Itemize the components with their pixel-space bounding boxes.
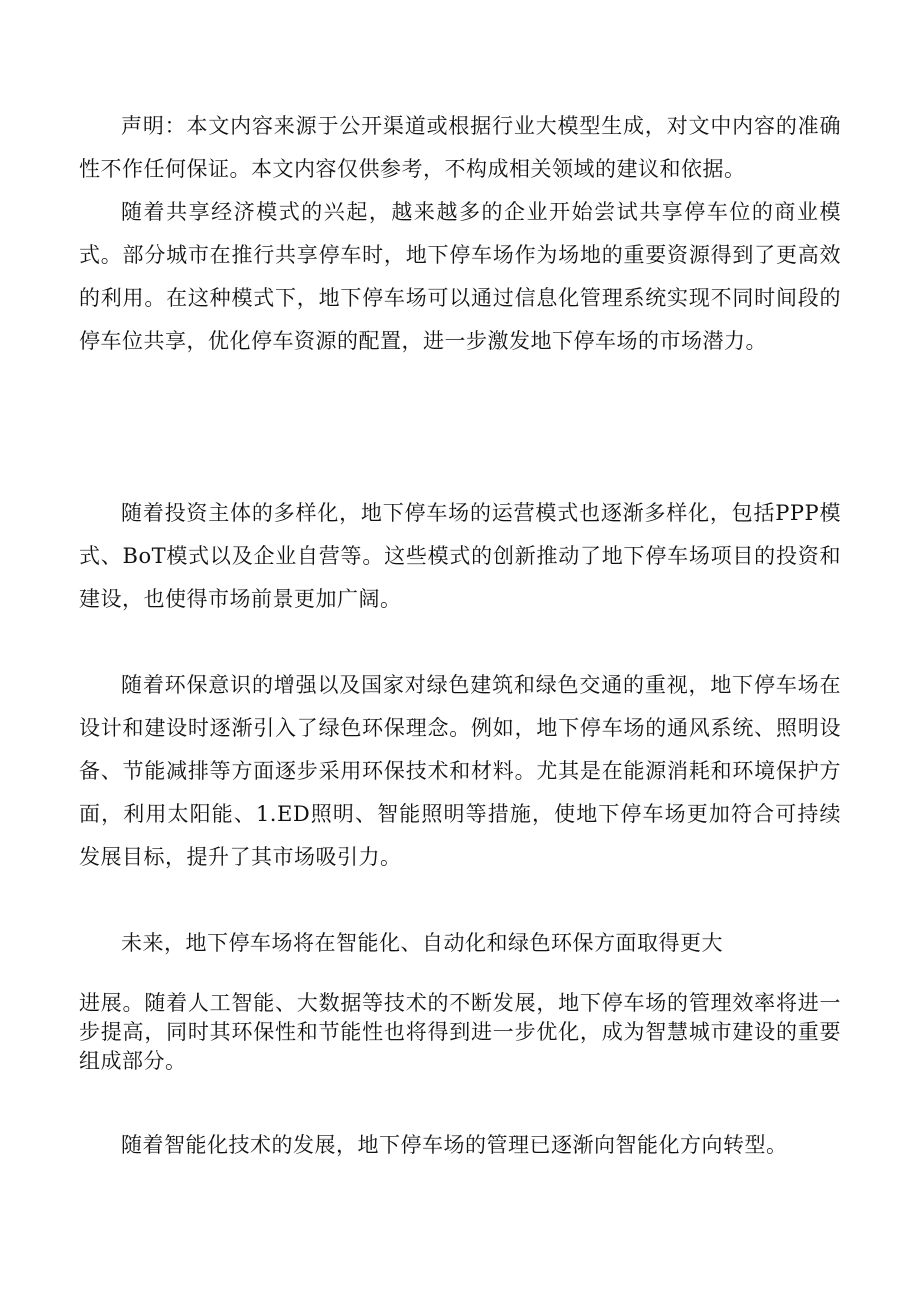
future-outlook-continuation: 进展。随着人工智能、大数据等技术的不断发展，地下停车场的管理效率将进一步提高，同时其环保性和节能性也将得到进一步优化，成为智慧城市建设的重要组成部分。 (79, 991, 841, 1073)
shared-parking-paragraph: 随着共享经济模式的兴起，越来越多的企业开始尝试共享停车位的商业模式。部分城市在推行共享停车时，地下停车场作为场地的重要资源得到了更高效的利用。在这种模式下，地下停车场可以通过信息化管理系统实现不同时间段的停车位共享，优化停车资源的配置，进一步激发地下停车场的市场潜力。 (79, 200, 841, 353)
future-outlook-paragraph: 未来，地下停车场将在智能化、自动化和绿色环保方面取得更大 (121, 931, 723, 955)
disclaimer-paragraph: 声明：本文内容来源于公开渠道或根据行业大模型生成，对文中内容的准确性不作任何保证。本文内容仅供参考，不构成相关领域的建议和依据。 (79, 114, 841, 181)
green-environment-paragraph: 随着环保意识的增强以及国家对绿色建筑和绿色交通的重视，地下停车场在设计和建设时逐渐引入了绿色环保理念。例如，地下停车场的通风系统、照明设备、节能减排等方面逐步采用环保技术和材料。尤其是在能源消耗和环境保护方面，利用太阳能、1.ED照明、智能照明等措施，使地下停车场更加符合可持续发展目标，提升了其市场吸引力。 (79, 673, 841, 869)
investment-model-paragraph: 随着投资主体的多样化，地下停车场的运营模式也逐渐多样化，包括PPP模式、BoT模式以及企业自营等。这些模式的创新推动了地下停车场项目的投资和建设，也使得市场前景更加广阔。 (79, 501, 841, 611)
intelligent-management-paragraph: 随着智能化技术的发展，地下停车场的管理已逐渐向智能化方向转型。 (121, 1133, 788, 1157)
